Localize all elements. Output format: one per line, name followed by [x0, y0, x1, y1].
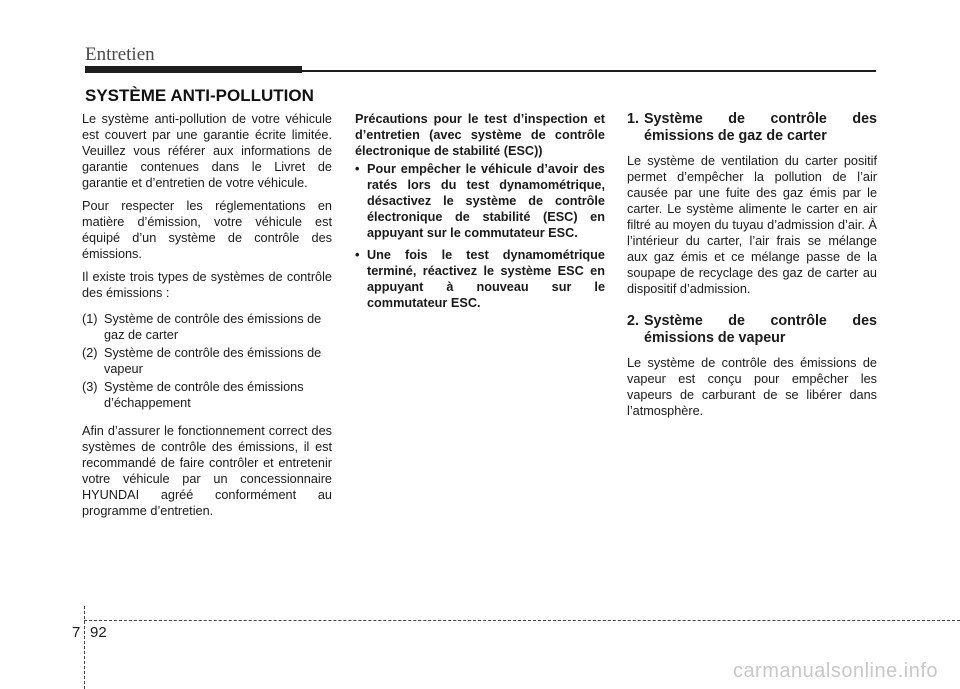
list-item-text: Système de contrôle des émissions d’échappement	[104, 380, 304, 410]
footer-divider	[84, 606, 85, 689]
emission-systems-list	[82, 311, 332, 411]
column-middle	[355, 111, 605, 317]
list-item-number: (3)	[82, 380, 98, 394]
list-item-text: Système de contrôle des émissions de gaz de carter	[104, 312, 322, 342]
header-rule-thin	[302, 70, 876, 72]
bullet-item	[355, 247, 605, 311]
list-item-text: Système de contrôle des émissions de vapeur	[104, 346, 322, 376]
bullet-mark: •	[355, 162, 360, 176]
list-item	[82, 345, 332, 377]
bullet-mark: •	[355, 248, 360, 262]
subsection-number: 1.	[627, 111, 639, 127]
bullet-text: Une fois le test dynamométrique terminé, réactivez le système ESC en appuyant à nouveau sur le commutateur ESC.	[367, 248, 605, 310]
list-item	[82, 379, 332, 411]
column-right	[627, 111, 877, 426]
page-header-title: Entretien	[85, 44, 155, 65]
paragraph-closing: Afin d’assurer le fonctionnement correct des systèmes de contrôle des émissions, il est recommandé de faire contrôler et entretenir votre véhicule par un concessionnaire HYUNDAI agréé conformément au programme d’entretien.	[82, 424, 332, 518]
subsection-number: 2.	[627, 313, 639, 329]
watermark: carmanualsonline.info	[732, 660, 938, 682]
subsection-body: Le système de ventilation du carter positif permet d’empêcher la pollution de l’air causée par une fuite des gaz émis par le carter. Le système alimente le carter en air filtré au moyen du tuyau d’admission d’air. À l’intérieur du carter, l’air frais se mélange aux gaz émis et ce mélange passe de la soupape de recyclage des gaz de carter au dispositif d’admission.	[627, 154, 877, 296]
paragraph: Pour respecter les réglementations en matière d’émission, votre véhicule est équipé d’un système de contrôle des émissions.	[82, 199, 332, 261]
subsection-heading	[627, 111, 877, 145]
subsection-heading-text: Système de contrôle des émissions de vapeur	[644, 313, 877, 346]
paragraph: Il existe trois types de systèmes de contrôle des émissions :	[82, 270, 332, 300]
precaution-title: Précautions pour le test d’inspection et d’entretien (avec système de contrôle électronique de stabilité (ESC))	[355, 112, 605, 158]
column-left	[82, 111, 332, 526]
chapter-number: 7	[72, 624, 81, 641]
list-item-number: (2)	[82, 346, 98, 360]
bullet-item	[355, 161, 605, 241]
bullet-text: Pour empêcher le véhicule d’avoir des ratés lors du test dynamométrique, désactivez le système de contrôle électronique de stabilité (ESC) en appuyant sur le commutateur ESC.	[367, 162, 605, 240]
list-item-number: (1)	[82, 312, 98, 326]
footer-rule	[84, 620, 960, 621]
subsection-heading	[627, 313, 877, 347]
subsection-heading-text: Système de contrôle des émissions de gaz de carter	[644, 111, 877, 144]
section-title: SYSTÈME ANTI-POLLUTION	[85, 86, 314, 105]
header-rule-thick	[85, 66, 302, 73]
paragraph: Le système anti-pollution de votre véhicule est couvert par une garantie écrite limitée. Veuillez vous référer aux informations de garantie contenues dans le Livret de garantie et d’entretien de votre véhicule.	[82, 112, 332, 190]
subsection-body: Le système de contrôle des émissions de vapeur est conçu pour empêcher les vapeurs de carburant de se libérer dans l’atmosphère.	[627, 356, 877, 418]
page-number: 92	[90, 624, 107, 641]
list-item	[82, 311, 332, 343]
